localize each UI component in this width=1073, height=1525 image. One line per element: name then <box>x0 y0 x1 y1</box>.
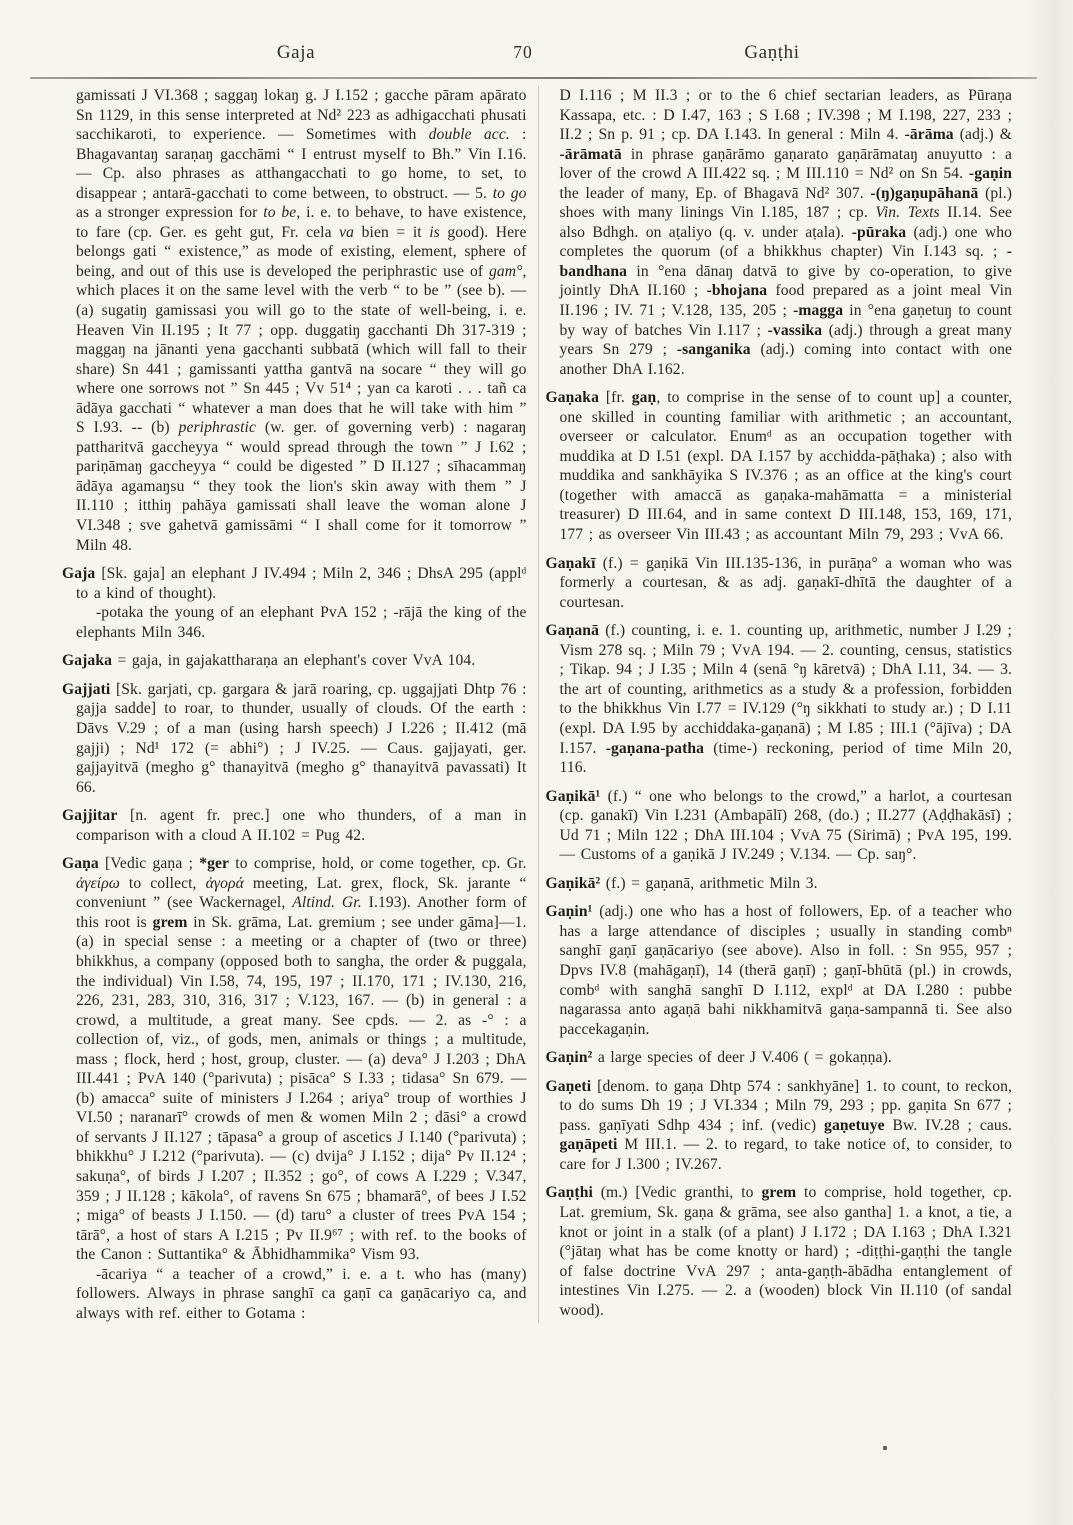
text-run: (f.) “ one who belongs to the crowd,” a harlot, a courtesan (cp. ganakī) Vin I.231 (Ambapālī) 268, (do.) ; II.277 (Aḍḍhakāsī) ; Ud 71 ; Miln 122 ; DhA III.104 ; VvA 75 (Sirimā) ; PvA 195, 199. — Customs of a gaṇikā J IV.249 ; V.134. — Cp. saŋ°. <box>559 787 1012 864</box>
text-run: gaṇ <box>631 389 657 407</box>
headword: Gaṇa <box>62 855 99 873</box>
text-run: -bhojana <box>706 282 768 300</box>
text-run: [fr. <box>598 389 632 407</box>
text-run: to collect, <box>119 874 206 892</box>
text-run: [n. agent fr. prec.] one who thunders, of a man in comparison with a cloud A II.102 = Pug 42. <box>76 807 527 844</box>
text-run: M III.1. — 2. to regard, to take notice of, to consider, to care for J I.300 ; IV.267. <box>559 1136 1012 1173</box>
text-run: -(ŋ)gaṇupāhanā <box>870 184 979 202</box>
text-run: food prepared as a joint meal Vin II.196 ; IV. 71 ; V.128, 135, 205 ; <box>559 282 1012 320</box>
text-run: in °ena gaṇetuŋ to count by way of batches Vin I.117 ; <box>559 302 1012 339</box>
text-run: [Sk. garjati, cp. gargara & jarā roaring, cp. uggajjati Dhtp 76 : gajja sadde] to roar, to thunder, usually of clouds. Of the earth : Dāvs V.29 ; of a man (using harsh speech) J I.226 ; II.412 (mā gajji) ; Nd¹ 172 (= abhi°) ; J IV.25. — Caus. gajjayati, ger. gajjayitvā (megho g° thanayitvā (megho g° thanayitvā pavassati) It 66. <box>76 680 527 796</box>
text-run: in Sk. grāma, Lat. gremium ; see under gāma]—1. (a) in special sense : a meeting or a chapter of (two or three) bhikkhus, a company (opposed both to sangha, the order & puggala, the individual) Vin I.58, 74, 195, 197 ; II.170, 171 ; IV.130, 216, 226, 231, 283, 310, 316, 317 ; V.123, 167. — (b) in general : a crowd, a multitude, a great many. See cpds. — 2. as -° : a collection of, viz., of gods, men, animals or things ; a multitude, mass ; flock, herd ; host, group, cluster. — (a) deva° J I.203 ; DhA III.441 ; PvA 140 (°parivuta) ; pisāca° S I.33 ; tidasa° Sn 679. — (b) amacca° suite of ministers J I.264 ; ariya° troup of worthies J VI.50 ; naranarī° crowds of men & women Miln 2 ; dāsi° a crowd of servants J II.127 ; tāpasa° a group of ascetics J I.140 (°parivuta) ; bhikkhu° J I.212 (°parivuta). — (c) dvija° J I.152 ; dija° Pv II.12⁴ ; sakuṇa°, of birds J I.207 ; II.352 ; go°, of cows A I.229 ; V.347, 359 ; J II.128 ; kākola°, of ravens Sn 675 ; bhamarā°, of bees J I.52 ; miga° of beasts J I.150. — (d) taru° a cluster of trees PvA 154 ; tārā°, a host of stars A I.215 ; Pv II.9⁶⁷ ; with ref. to the books of the Canon : Suttantika° & Ābhidhammika° Vism 93. <box>76 913 527 1264</box>
text-run: (f.) = gaṇanā, arithmetic Miln 3. <box>600 874 818 892</box>
page-number: 70 <box>513 42 533 62</box>
headword: Gajjati <box>62 680 111 698</box>
entry-ganaka <box>546 388 1013 544</box>
text-run: the leader of many, Ep. of Bhagavā Nd² 307. <box>559 184 871 202</box>
header-rule <box>30 77 1037 79</box>
text-run: [denom. to gaṇa Dhtp 574 : sankhyāne] 1. to count, to reckon, to do sums Dh 19 ; J VI.334 ; Miln 79, 293 ; pp. gaṇita Sn 677 ; pass. gaṇīyati Sdhp 434 ; inf. (vedic) <box>559 1077 1012 1134</box>
text-run: Altind. Gr. <box>292 894 362 912</box>
entry-ganeti <box>546 1077 1013 1175</box>
headword: Gaṇin² <box>545 1049 593 1067</box>
text-run: , which places it on the same level with the verb “ to be ” (see b). — (a) sugatiŋ gamissasi you will go to the state of well-being, i. e. Heaven Vin II.195 ; It 77 ; opp. duggatiŋ gacchanti Dh 317-319 ; maggaŋ na jānanti yena gacchanti subbatā (which will fall to their share) Sn 441 ; gamissanti yattha gantvā na socare “ they will go where one sorrows not ” Sn 445 ; Vv 51⁴ ; yan ca karoti . . . tañ ca ādāya gacchati “ whatever a man does that he will take with him ” S I.93. -- (b) <box>76 262 527 437</box>
header-left-headword: Gaja <box>276 42 316 63</box>
text-run: (adj.) one who has a host of followers, Ep. of a teacher who has a large attendance of disciples ; usually in standing combⁿ sanghī gaṇī gaṇācariyo (see above). Also in foll. : Sn 955, 957 ; Dpvs IV.8 (mahāgaṇī), 14 (therā gaṇī) ; gaṇī-bhūtā (pl.) in crowds, combᵈ with sanghā sanghī D I.112, explᵈ at DA I.280 : pubbe nagarassa anto agaṇā bahi nikkhamitvā gaṇa-sampannā ti. See also paccekagaṇin. <box>559 903 1012 1038</box>
entry-gajjitar <box>62 806 527 845</box>
text-run: -ācariya “ a teacher of a crowd,” i. e. a t. who has (many) followers. Always in phrase sanghī ca gaṇī ca gaṇācariyo ca, and always with ref. either to Gotama : <box>76 1265 527 1322</box>
text-run: to be <box>263 204 297 222</box>
text-run: in °ena dānaŋ datvā to give by co-operation, to give jointly DhA II.160 ; <box>559 262 1012 300</box>
headword: Gaja <box>62 565 96 583</box>
text-run: -gaṇana-patha <box>605 739 705 757</box>
text-run: periphrastic <box>178 419 257 437</box>
right-column <box>538 86 1013 1323</box>
text-run: grem <box>152 913 188 931</box>
text-run: (f.) = gaṇikā Vin III.135-136, in purāṇa° a woman who was formerly a courtesan, & as adj. gaṇakī-dhītā the daughter of a courtesan. <box>559 554 1012 611</box>
text-run: meeting, Lat. grex, flock, Sk. jarante “ conveniunt ” (see Wackernagel, <box>76 874 527 912</box>
text-run: ἀγείρω <box>76 874 120 892</box>
entry-ganthi <box>546 1183 1013 1320</box>
headword: Gaṇṭhi <box>545 1184 593 1202</box>
text-run: D I.116 ; M II.3 ; or to the 6 chief sectarian leaders, as Pūraṇa Kassapa, etc. : D I.47, 163 ; S I.68 ; IV.398 ; M I.198, 227, 233 ; II.2 ; Sn p. 91 ; cp. DA I.143. In general : Miln 4. <box>559 87 1012 144</box>
text-run: bien = it <box>354 223 430 241</box>
text-run: -magga <box>793 302 844 320</box>
text-run: Bw. IV.28 ; caus. <box>884 1116 1012 1134</box>
text-run: (adj.) one who completes the quorum (of a bhikkhus chapter) Vin I.143 sq. ; <box>559 223 1012 261</box>
text-run: -gaṇin <box>968 165 1012 183</box>
entry-ganika-1 <box>546 787 1013 865</box>
text-run: -ārāma <box>904 126 954 144</box>
header-right-headword: Gaṇṭhi <box>744 42 800 63</box>
text-run: [Vedic gaṇa ; <box>98 855 200 873</box>
entry-ganaki <box>546 554 1013 613</box>
text-run: (adj.) through a great many years Sn 279 ; <box>559 321 1012 359</box>
text-run: -bandhana <box>559 243 1012 280</box>
text-run: -potaka the young of an elephant PvA 152 ; -rājā the king of the elephants Miln 346. <box>76 604 527 641</box>
entry-gajaka <box>62 651 527 671</box>
text-run: II.14. See also Bdhgh. on aṭaliyo (q. v. under aṭala). <box>559 204 1012 241</box>
entry-gana-compounds <box>62 1265 527 1324</box>
text-run: gaṇāpeti <box>559 1136 618 1154</box>
text-run: I.193). Another form of this root is <box>76 894 527 931</box>
text-run: is <box>429 223 440 241</box>
entry-gaja <box>62 564 527 603</box>
text-run: , i. e. to behave, to have existence, to fare (cp. Ger. es geht gut, Fr. cela <box>76 204 527 241</box>
headword: Gaṇaka <box>545 389 599 407</box>
entry-ganin-1 <box>546 902 1013 1039</box>
text-run: to comprise, hold, or come together, cp. Gr. <box>229 855 527 873</box>
ink-speck <box>883 1446 887 1450</box>
entry-gaja-compounds <box>62 603 527 642</box>
continuation-gana-references <box>546 86 1013 379</box>
text-run: good). Here belongs gati “ existence,” as mode of existing, element, sphere of being, and out of this use is developed the periphrastic use of <box>76 223 527 280</box>
text-run: (time-) reckoning, period of time Miln 20, 116. <box>559 739 1012 777</box>
entry-gajjati <box>62 680 527 797</box>
headword: Gaṇin¹ <box>545 903 593 921</box>
continuation-gacchati <box>62 86 527 555</box>
text-run: -vassika <box>767 321 823 339</box>
text-run: va <box>339 223 355 241</box>
text-columns <box>62 86 1012 1323</box>
headword: Gaṇikā² <box>545 874 601 892</box>
text-run: (adj.) & <box>953 126 1012 144</box>
left-column <box>62 86 527 1323</box>
entry-ganana <box>546 621 1013 777</box>
text-run: (pl.) shoes with many linings Vin I.185, 187 ; cp. <box>559 184 1012 222</box>
text-run: gamissati J VI.368 ; saggaŋ lokaŋ g. J I.152 ; gacche pāram apārato Sn 1129, in this sense interpreted at Nd² 223 as adhigacchati phusati sacchikaroti, to experience. — Sometimes with <box>76 87 527 144</box>
text-run: : Bhagavantaŋ saraṇaŋ gacchāmi “ I entrust myself to Bh.” Vin I.16. — Cp. also phrases as atthangacchati to go home, to set, to disappear ; antarā-gacchati to come between, to obstruct. — 5. <box>76 126 527 202</box>
headword: Gajaka <box>62 652 112 670</box>
text-run: Vin. Texts <box>875 204 940 222</box>
text-run: , to comprise in the sense of to count up] a counter, one skilled in counting familiar with arithmetic ; an accountant, overseer or calculator. Enumᵈ as an occupation together with muddika at D I.51 (expl. DA I.157 by acchidda-pāṭhaka) ; also with muddika and sankhāyika S IV.376 ; as an office at the king's court (together with amaccā as gaṇaka-mahāmatta = a ministerial treasurer) D III.64, and in same context D III.148, 153, 169, 171, 177 ; as overseer Vin III.43 ; as accountant Miln 79, 293 ; VvA 66. <box>559 389 1012 544</box>
headword: Gaṇakī <box>545 554 596 572</box>
text-run: (adj.) coming into contact with one another DhA I.162. <box>559 341 1012 378</box>
text-run: to comprise, hold together, cp. Lat. gremium, Sk. gaṇa & grāma, see also gantha] 1. a knot, a tie, a knot or joint in a stalk (of a plant) J I.172 ; DA I.163 ; DhA I.321 (°jātaŋ what has be come knotty or hard) ; -diṭṭhi-gaṇṭhi the tangle of false doctrine VvA 297 ; anta-gaṇṭh-ābādha entanglement of intestines Vin I.275. — 2. a (wooden) block Vin II.110 (of sandal wood). <box>559 1184 1012 1319</box>
text-run: in phrase gaṇārāmo gaṇarato gaṇārāmataŋ anuyutto : a lover of the crowd A III.422 sq. ; M III.110 = Nd² on Sn 54. <box>559 145 1012 183</box>
text-run: grem <box>761 1184 797 1202</box>
text-run: as a stronger expression for <box>76 204 264 222</box>
text-run: -ārāmatā <box>559 145 622 163</box>
headword: Gaṇanā <box>545 622 599 640</box>
text-run: (w. ger. of governing verb) : nagaraŋ pattharitvā gaccheyya “ would spread through the town ” J I.62 ; pariṇāmaŋ gaccheyya “ could be digested ” D II.127 ; sīhacammaŋ ādāya agamaŋsu “ they took the lion's skin away with them ” J II.110 ; itthiŋ pahāya gamissati shall leave the woman alone J VI.348 ; sve gahetvā gamissāmi “ I shall come for it tomorrow ” Miln 48. <box>76 419 527 554</box>
headword: Gaṇeti <box>545 1077 592 1095</box>
text-run: (f.) counting, i. e. 1. counting up, arithmetic, number J I.29 ; Vism 278 sq. ; Miln 79 ; VvA 194. — 2. counting, census, statistics ; Tikap. 94 ; J I.35 ; Miln 4 (senā °ŋ kāretvā) ; DhA I.11, 34. — 3. the art of counting, arithmetics as a study & a profession, forbidden to the bhikkhus Vin I.77 = IV.129 (°ŋ sikkhati to study ar.) ; D I.11 (expl. DA I.95 by acchiddaka-gaṇanā) ; M I.85 ; III.1 (°ājīva) ; DA I.157. <box>559 622 1012 757</box>
text-run: to go <box>492 184 527 202</box>
entry-ganika-2 <box>546 874 1013 894</box>
text-run: -sanganika <box>676 341 751 359</box>
headword: Gaṇikā¹ <box>545 787 601 805</box>
headword: Gajjitar <box>62 807 118 825</box>
text-run: a large species of deer J V.406 ( = gokaṇṇa). <box>592 1049 892 1067</box>
text-run: -pūraka <box>851 223 907 241</box>
text-run: double acc. <box>428 126 510 144</box>
entry-ganin-2 <box>546 1048 1013 1068</box>
text-run: *ger <box>199 855 230 873</box>
text-run: gam° <box>489 262 523 280</box>
text-run: ἀγορά <box>205 874 244 892</box>
text-run: [Sk. gaja] an elephant J IV.494 ; Miln 2, 346 ; DhsA 295 (applᵈ to a kind of thought). <box>76 565 527 602</box>
text-run: (m.) [Vedic granthi, to <box>592 1184 762 1202</box>
text-run: gaṇetuye <box>824 1116 885 1134</box>
entry-gana <box>62 854 527 1264</box>
text-run: = gaja, in gajakattharaṇa an elephant's cover VvA 104. <box>112 652 476 670</box>
